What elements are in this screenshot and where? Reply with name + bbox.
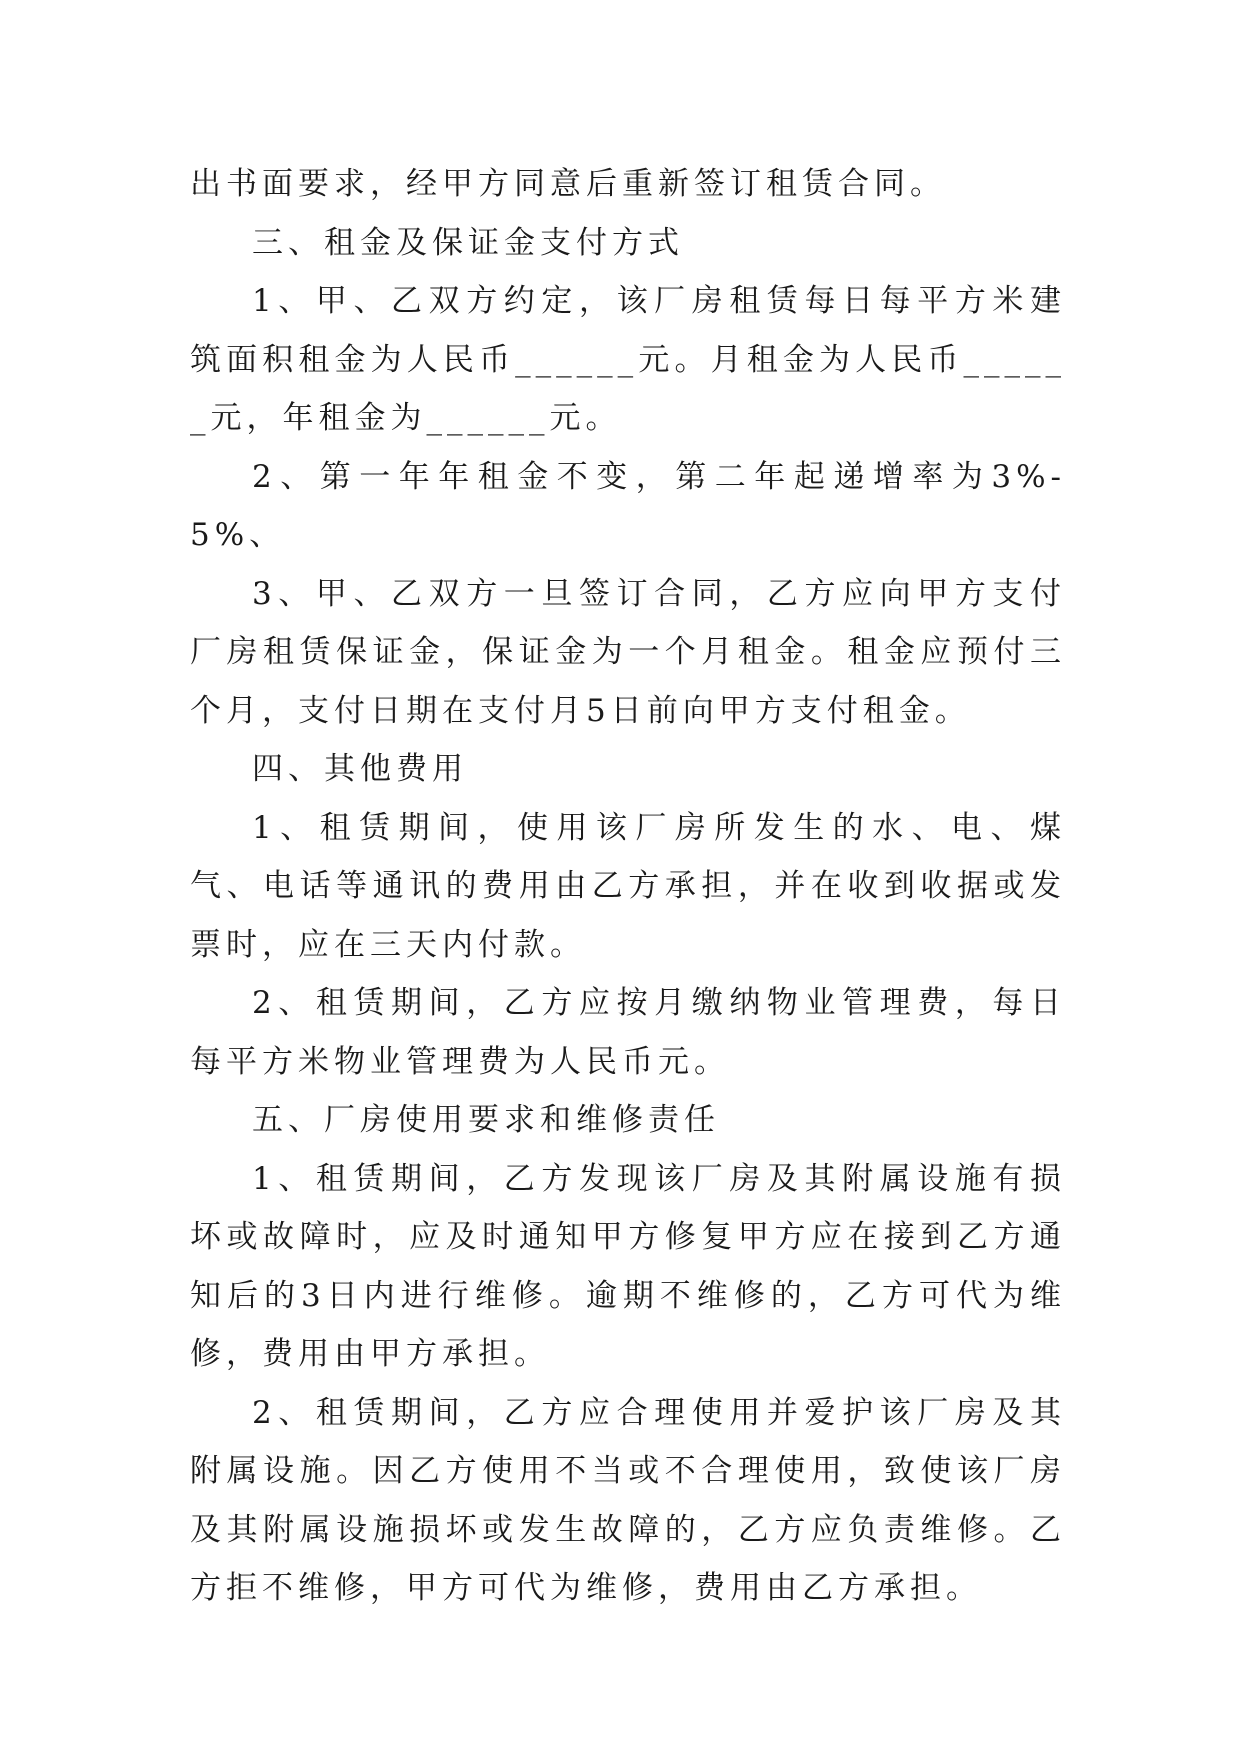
clause-utility-fees: 1、租赁期间，使用该厂房所发生的水、电、煤气、电话等通讯的费用由乙方承担，并在收到收据或发票时，应在三天内付款。 — [190, 809, 1066, 963]
paragraph-continuation: 出书面要求，经甲方同意后重新签订租赁合同。 — [190, 166, 946, 202]
clause-deposit-payment: 3、甲、乙双方一旦签订合同，乙方应向甲方支付厂房租赁保证金，保证金为一个月租金。租金应预付三个月，支付日期在支付月5日前向甲方支付租金。 — [190, 575, 1066, 729]
clause-repair-by-lessor: 1、租赁期间，乙方发现该厂房及其附属设施有损坏或故障时，应及时通知甲方修复甲方应在接到乙方通知后的3日内进行维修。逾期不维修的，乙方可代为维修，费用由甲方承担。 — [190, 1160, 1066, 1372]
section-heading-rent-and-deposit: 三、租金及保证金支付方式 — [252, 224, 684, 261]
section-heading-other-fees: 四、其他费用 — [252, 751, 468, 787]
clause-rent-increase: 2、第一年年租金不变，第二年起递增率为3%-5%、 — [190, 458, 1066, 553]
clause-rent-amount: 1、甲、乙双方约定，该厂房租赁每日每平方米建筑面积租金为人民币______元。月租金为人民币______元，年租金为______元。 — [190, 283, 1066, 436]
section-heading-usage-and-maintenance: 五、厂房使用要求和维修责任 — [252, 1102, 720, 1138]
clause-repair-by-lessee: 2、租赁期间，乙方应合理使用并爱护该厂房及其附属设施。因乙方使用不当或不合理使用，致使该厂房及其附属设施损坏或发生故障的，乙方应负责维修。乙方拒不维修，甲方可代为维修，费用由乙方承担。 — [190, 1394, 1066, 1606]
document-body — [190, 155, 1066, 1618]
clause-property-management-fee: 2、租赁期间，乙方应按月缴纳物业管理费，每日每平方米物业管理费为人民币元。 — [190, 985, 1066, 1080]
